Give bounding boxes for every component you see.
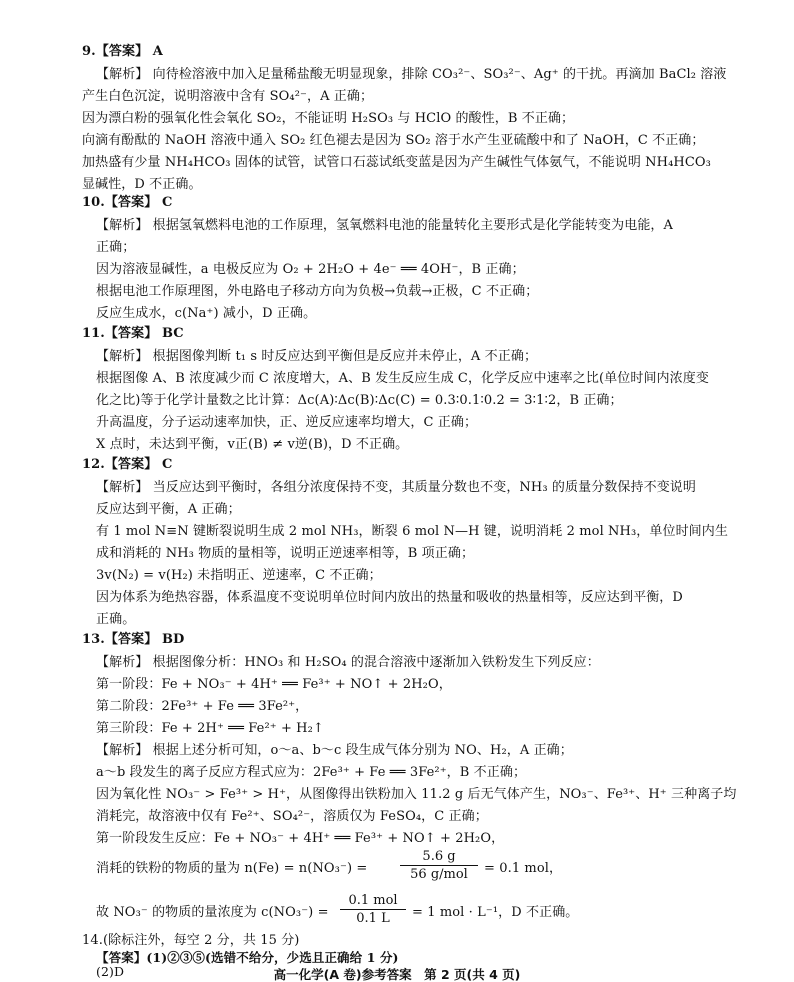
fraction-bar [400, 865, 478, 866]
q13-conc-fraction [340, 893, 406, 926]
q11-analysis-line: 升高温度，分子运动速率加快，正、逆反应速率均增大，C 正确； [96, 415, 478, 430]
q13-analysis-line: 第一阶段发生反应：Fe + NO₃⁻ + 4H⁺ ══ Fe³⁺ + NO↑ + 2H₂O， [96, 831, 505, 846]
q13-analysis-line: 第三阶段：Fe + 2H⁺ ══ Fe²⁺ + H₂↑ [96, 721, 324, 736]
q11-analysis-line: 【解析】 根据图像判断 t₁ s 时反应达到平衡但是反应并未停止，A 不正确； [96, 349, 538, 364]
q13-mol-fraction [400, 849, 478, 882]
q13-analysis-line: 因为氧化性 NO₃⁻ > Fe³⁺ > H⁺，从图像得出铁粉加入 11.2 g 后无气体产生，NO₃⁻、Fe³⁺、H⁺ 三种离子均 [96, 787, 737, 802]
q11-analysis-line: 化之比)等于化学计量数之比计算：Δc(A)∶Δc(B)∶Δc(C) = 0.3∶0.1∶0.2 = 3∶1∶2，B 正确； [96, 393, 623, 408]
q11-answer: 11.【答案】 BC [82, 326, 184, 341]
q13-analysis-line: 消耗完，故溶液中仅有 Fe²⁺、SO₄²⁻，溶质仅为 FeSO₄，C 正确； [96, 809, 488, 824]
q9-analysis-line: 因为漂白粉的强氧化性会氧化 SO₂，不能证明 H₂SO₃ 与 HClO 的酸性，B 不正确； [82, 111, 575, 126]
q9-analysis-line: 产生白色沉淀，说明溶液中含有 SO₄²⁻，A 正确； [82, 89, 374, 104]
q12-answer: 12.【答案】 C [82, 457, 173, 472]
q14-answer-line: (2)D [96, 964, 125, 979]
fraction-denominator: 56 g/mol [410, 867, 468, 882]
q13-analysis-line: 第二阶段：2Fe³⁺ + Fe ══ 3Fe²⁺， [96, 699, 309, 714]
q10-analysis-line: 因为溶液显碱性，a 电极反应为 O₂ + 2H₂O + 4e⁻ ══ 4OH⁻，B 正确； [96, 262, 525, 277]
q11-analysis-line: 根据图像 A、B 浓度减少而 C 浓度增大，A、B 发生反应生成 C，化学反应中速率之比(单位时间内浓度变 [96, 371, 709, 386]
q10-analysis-line: 正确； [96, 240, 136, 255]
fraction-denominator: 0.1 L [356, 911, 390, 926]
q12-analysis-line: 成和消耗的 NH₃ 物质的量相等，说明正逆速率相等，B 项正确； [96, 546, 475, 561]
q13-mol-calc-suffix: = 0.1 mol， [484, 861, 563, 876]
q12-analysis-line: 正确。 [96, 612, 136, 627]
q10-analysis-line: 反应生成水，c(Na⁺) 减小，D 正确。 [96, 306, 317, 321]
q13-analysis-line: a～b 段发生的离子反应方程式应为：2Fe³⁺ + Fe ══ 3Fe²⁺，B 不正确； [96, 765, 527, 780]
fraction-bar [340, 909, 406, 910]
q13-mol-calc-prefix: 消耗的铁粉的物质的量为 n(Fe) = n(NO₃⁻) = [96, 861, 368, 876]
q12-analysis-line: 反应达到平衡，A 正确； [96, 502, 241, 517]
q13-answer: 13.【答案】 BD [82, 632, 185, 647]
q12-analysis-line: 3v(N₂) = v(H₂) 未指明正、逆速率，C 不正确； [96, 568, 382, 583]
q11-analysis-line: X 点时，未达到平衡，v正(B) ≠ v逆(B)，D 不正确。 [96, 437, 409, 452]
q10-analysis-line: 根据电池工作原理图，外电路电子移动方向为负极→负载→正极，C 不正确； [96, 284, 539, 299]
q14-answer: 【答案】(1)②③⑤(选错不给分，少选且正确给 1 分) [96, 950, 399, 965]
q9-analysis-line: 【解析】 向待检溶液中加入足量稀盐酸无明显现象，排除 CO₃²⁻、SO₃²⁻、Ag⁺ 的干扰。再滴加 BaCl₂ 溶液 [96, 67, 727, 82]
q10-answer: 10.【答案】 C [82, 195, 173, 210]
q12-analysis-line: 【解析】 当反应达到平衡时，各组分浓度保持不变，其质量分数也不变，NH₃ 的质量分数保持不变说明 [96, 480, 696, 495]
q13-analysis-line: 【解析】 根据上述分析可知，o～a、b～c 段生成气体分别为 NO、H₂，A 正确； [96, 743, 573, 758]
q13-analysis-line: 【解析】 根据图像分析：HNO₃ 和 H₂SO₄ 的混合溶液中逐渐加入铁粉发生下列反应： [96, 655, 600, 670]
page-footer: 高一化学(A 卷)参考答案 第 2 页(共 4 页) [273, 967, 521, 982]
q9-answer: 9.【答案】 A [82, 44, 163, 59]
q9-analysis-line: 显碱性，D 不正确。 [82, 177, 202, 192]
q13-analysis-line: 第一阶段：Fe + NO₃⁻ + 4H⁺ ══ Fe³⁺ + NO↑ + 2H₂O， [96, 677, 452, 692]
q13-conc-calc-prefix: 故 NO₃⁻ 的物质的量浓度为 c(NO₃⁻) = [96, 905, 329, 920]
q9-analysis-line: 加热盛有少量 NH₄HCO₃ 固体的试管，试管口石蕊试纸变蓝是因为产生碱性气体氨气，不能说明 NH₄HCO₃ [82, 155, 711, 170]
q12-analysis-line: 有 1 mol N≡N 键断裂说明生成 2 mol NH₃，断裂 6 mol N—H 键，说明消耗 2 mol NH₃，单位时间内生 [96, 524, 728, 539]
q10-analysis-line: 【解析】 根据氢氧燃料电池的工作原理，氢氧燃料电池的能量转化主要形式是化学能转变为电能，A [96, 218, 674, 233]
q14-heading: 14.(除标注外，每空 2 分，共 15 分) [82, 933, 300, 948]
fraction-numerator: 5.6 g [422, 849, 456, 864]
q12-analysis-line: 因为体系为绝热容器，体系温度不变说明单位时间内放出的热量和吸收的热量相等，反应达到平衡，D [96, 590, 683, 605]
q13-conc-calc-suffix: = 1 mol · L⁻¹，D 不正确。 [412, 905, 579, 920]
fraction-numerator: 0.1 mol [348, 893, 398, 908]
q9-analysis-line: 向滴有酚酞的 NaOH 溶液中通入 SO₂ 红色褪去是因为 SO₂ 溶于水产生亚硫酸中和了 NaOH，C 不正确； [82, 133, 705, 148]
